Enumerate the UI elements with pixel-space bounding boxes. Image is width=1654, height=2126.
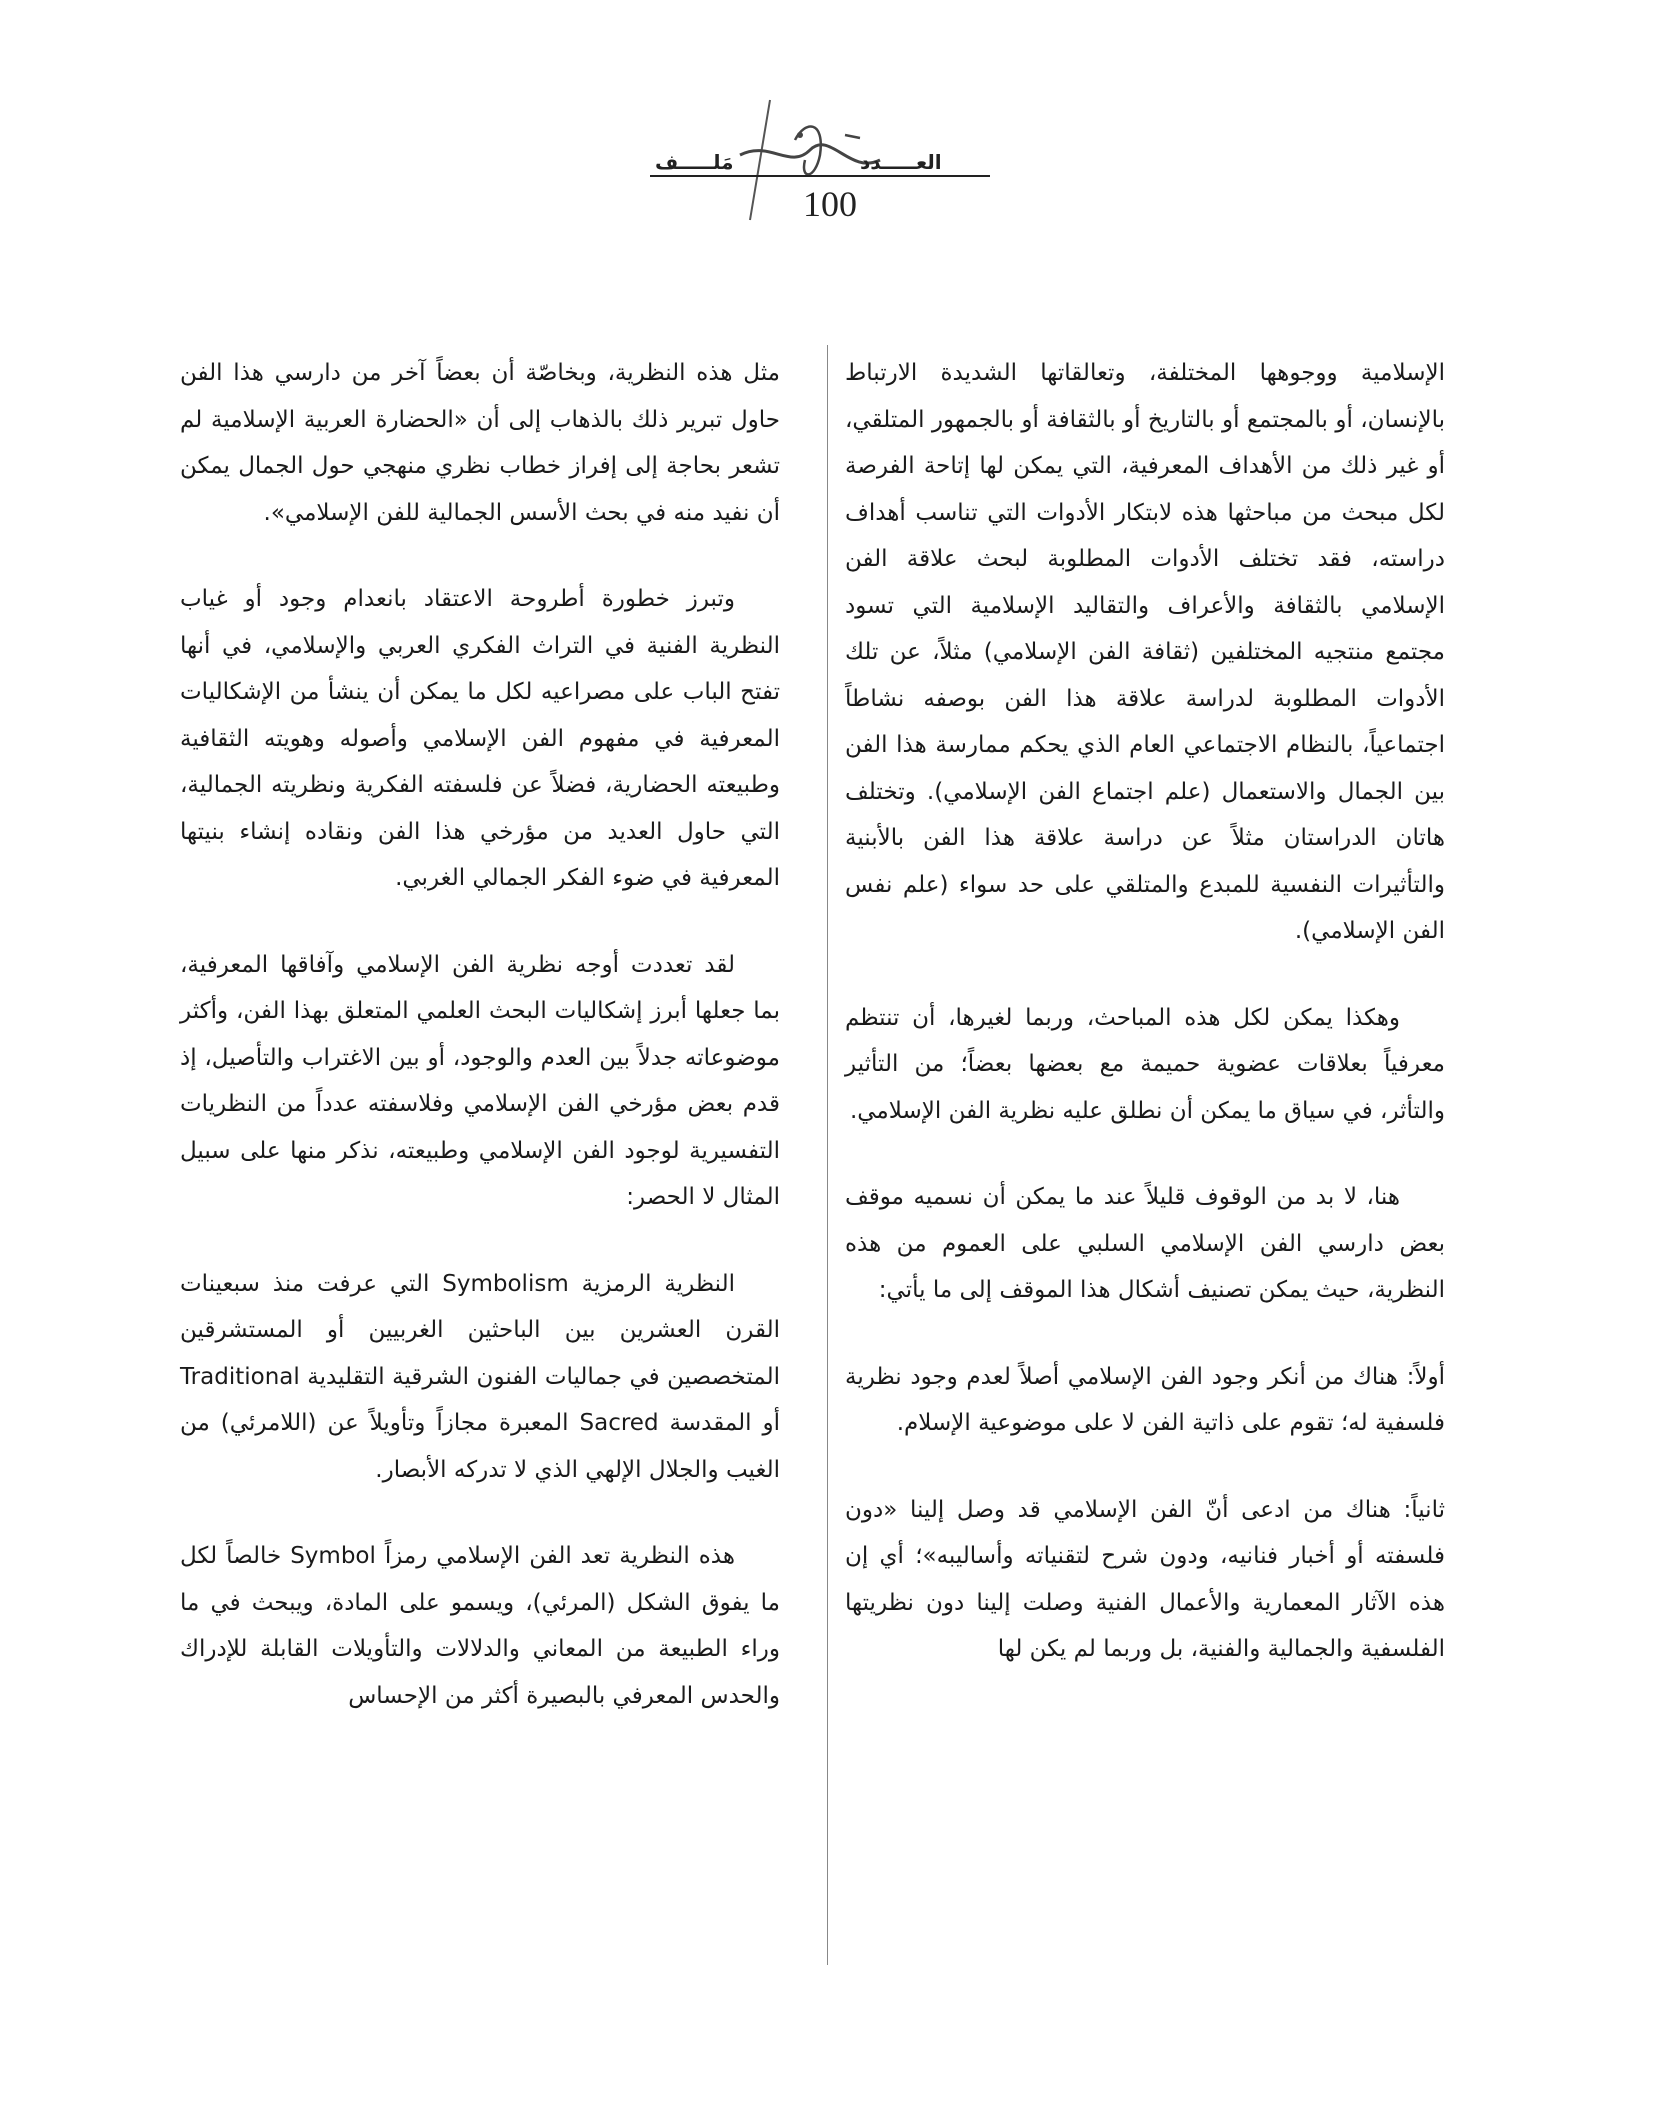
paragraph: النظرية الرمزية Symbolism التي عرفت منذ سبعينات القرن العشرين بين الباحثين الغربيين أو المستشرقين المتخصصين في جماليات الفنون الشرقية التقليدية Traditional أو المقدسة Sacred المعبرة مجازاً وتأويلاً عن (اللامرئي) من الغيب والجلال الإلهي الذي لا تدركه الأبصار. bbox=[180, 1270, 781, 1483]
left-column bbox=[180, 350, 780, 1759]
section-label-issue: العـــــدد bbox=[860, 150, 942, 174]
page-number: 100 bbox=[803, 184, 857, 224]
paragraph: أولاً: هناك من أنكر وجود الفن الإسلامي أصلاً لعدم وجود نظرية فلسفية له؛ تقوم على ذاتية الفن لا على موضوعية الإسلام. bbox=[845, 1363, 1445, 1436]
paragraph: هنا، لا بد من الوقوف قليلاً عند ما يمكن أن نسميه موقف بعض دارسي الفن الإسلامي السلبي على العموم من هذه النظرية، حيث يمكن تصنيف أشكال هذا الموقف إلى ما يأتي: bbox=[845, 1184, 1445, 1303]
paragraph: وهكذا يمكن لكل هذه المباحث، وربما لغيرها، أن تنتظم معرفياً بعلاقات عضوية حميمة مع بعضها بعضاً؛ من التأثير والتأثر، في سياق ما يمكن أن نطلق عليه نظرية الفن الإسلامي. bbox=[845, 1004, 1445, 1124]
paragraph: ثانياً: هناك من ادعى أنّ الفن الإسلامي قد وصل إلينا «دون فلسفته أو أخبار فنانيه، ودون شرح لتقنياته وأساليبه»؛ أي إن هذه الآثار المعمارية والأعمال الفنية وصلت إلينا دون نظريتها الفلسفية والجمالية والفنية، بل وربما لم يكن لها bbox=[845, 1496, 1445, 1662]
paragraph: الإسلامية ووجوهها المختلفة، وتعالقاتها الشديدة الارتباط بالإنسان، أو بالمجتمع أو بالتاريخ أو بالثقافة أو بالجمهور المتلقي، أو غير ذلك من الأهداف المعرفية، التي يمكن لها إتاحة الفرصة لكل مبحث من مباحثها هذه لابتكار الأدوات التي تناسب أهداف دراسته، فقد تختلف الأدوات المطلوبة لبحث علاقة الفن الإسلامي بالثقافة والأعراف والتقاليد الإسلامية التي تسود مجتمع منتجيه المختلفين (ثقافة الفن الإسلامي) مثلاً، عن تلك الأدوات المطلوبة لدراسة علاقة هذا الفن بوصفه نشاطاً اجتماعياً، بالنظام الاجتماعي العام الذي يحكم ممارسة هذا الفن بين الجمال والاستعمال (علم اجتماع الفن الإسلامي). وتختلف هاتان الدراستان مثلاً عن دراسة علاقة هذا الفن بالأبنية والتأثيرات النفسية للمبدع والمتلقي على حد سواء (علم نفس الفن الإسلامي). bbox=[845, 360, 1445, 944]
paragraph: وتبرز خطورة أطروحة الاعتقاد بانعدام وجود أو غياب النظرية الفنية في التراث الفكري العربي والإسلامي، في أنها تفتح الباب على مصراعيه لكل ما يمكن أن ينشأ من الإشكاليات المعرفية في مفهوم الفن الإسلامي وأصوله وهويته الثقافية وطبيعته الحضارية، فضلاً عن فلسفته الفكرية ونظريته الجمالية، التي حاول العديد من مؤرخي هذا الفن ونقاده إنشاء بنيتها المعرفية في ضوء الفكر الجمالي الغربي. bbox=[180, 586, 780, 891]
paragraph: مثل هذه النظرية، وبخاصّة أن بعضاً آخر من دارسي هذا الفن حاول تبرير ذلك بالذهاب إلى أن «الحضارة العربية الإسلامية لم تشعر بحاجة إلى إفراز خطاب نظري منهجي حول الجمال يمكن أن نفيد منه في بحث الأسس الجمالية للفن الإسلامي». bbox=[180, 360, 780, 526]
section-label-file: مَلـــــف bbox=[655, 150, 734, 174]
page-header bbox=[0, 0, 1654, 240]
header-rule bbox=[650, 175, 990, 177]
right-column bbox=[845, 350, 1445, 1713]
paragraph: لقد تعددت أوجه نظرية الفن الإسلامي وآفاقها المعرفية، بما جعلها أبرز إشكاليات البحث العلمي المتعلق بهذا الفن، وأكثر موضوعاته جدلاً بين العدم والوجود، أو بين الاغتراب والتأصيل، إذ قدم بعض مؤرخي الفن الإسلامي وفلاسفته عدداً من النظريات التفسيرية لوجود الفن الإسلامي وطبيعته، نذكر منها على سبيل المثال لا الحصر: bbox=[180, 951, 780, 1210]
column-divider bbox=[827, 345, 828, 1965]
paragraph: هذه النظرية تعد الفن الإسلامي رمزاً Symbol خالصاً لكل ما يفوق الشكل (المرئي)، ويسمو على المادة، ويبحث في ما وراء الطبيعة من المعاني والدلالات والتأويلات القابلة للإدراك والحدس المعرفي بالبصيرة أكثر من الإحساس bbox=[180, 1543, 780, 1709]
